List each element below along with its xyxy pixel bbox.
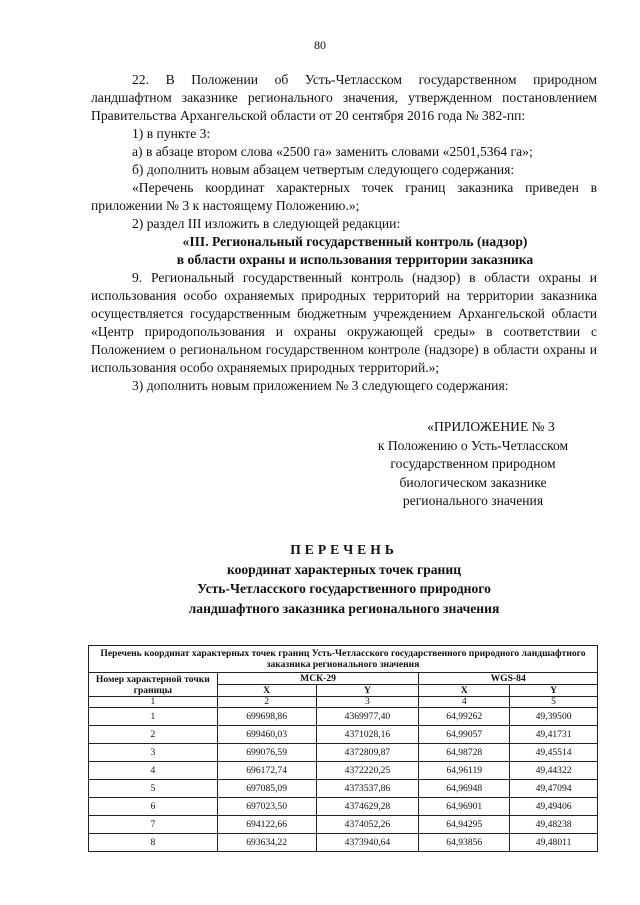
table-row [89,708,598,726]
msk-y: 4371028,16 [316,726,419,744]
wgs-y: 49,39500 [510,708,598,726]
wgs-x: 64,96948 [419,780,510,798]
column-group-wgs84: WGS-84 [419,673,598,685]
wgs-y: 49,45514 [510,744,598,762]
table-row [89,834,598,852]
column-header-y: Y [510,685,598,697]
msk-y: 4374052,26 [316,816,419,834]
paragraph-9: 9. Региональный государственный контроль (надзор) в области охраны и использования особо охраняемых природных территорий на территории заказника осуществляется государственным бюджетным учреждением Архангельской области «Центр природопользования и охраны окружающей среды» в соответствии с Положением о региональном государственном контроле (надзоре) в области охраны и использования особо охраняемых природных территорий.»; [91,270,597,375]
quote-paragraph: «Перечень координат характерных точек границ заказника приведен в приложении № 3 к настоящему Положению.»; [91,180,597,213]
table-body [89,708,598,852]
list-title: ПЕРЕЧЕНЬ [290,542,398,557]
list-heading [91,540,597,618]
item-1: 1) в пункте 3: [132,126,211,141]
appendix-line: государственном природном [390,456,556,471]
point-number: 7 [89,816,218,834]
column-header-point: Номер характерной точки границы [89,673,218,697]
table-caption: Перечень координат характерных точек границ Усть-Четласского государственного природного ландшафтного заказника регионального значения [89,646,598,673]
msk-x: 699460,03 [217,726,316,744]
msk-x: 697023,50 [217,798,316,816]
wgs-x: 64,99262 [419,708,510,726]
item-2: 2) раздел III изложить в следующей редакции: [132,216,401,231]
amendment-text [91,71,597,395]
wgs-y: 49,49406 [510,798,598,816]
appendix-line: к Положению о Усть-Четласском [377,437,569,453]
column-number: 5 [510,697,598,708]
section-heading-line1: «III. Региональный государственный контроль (надзор) [182,234,528,249]
point-number: 4 [89,762,218,780]
table-row [89,798,598,816]
point-number: 5 [89,780,218,798]
section-heading-line2: в области охраны и использования территории заказника [176,252,534,267]
table-row [89,780,598,798]
msk-x: 697085,09 [217,780,316,798]
column-group-msk29: МСК-29 [217,673,419,685]
item-a: а) в абзаце втором слова «2500 га» заменить словами «2501,5364 га»; [132,144,533,159]
msk-x: 699076,59 [217,744,316,762]
table-row [89,816,598,834]
table-row [89,762,598,780]
msk-y: 4369977,40 [316,708,419,726]
column-number: 1 [89,697,218,708]
msk-x: 699698,86 [217,708,316,726]
wgs-x: 64,99057 [419,726,510,744]
column-number: 4 [419,697,510,708]
wgs-x: 64,96119 [419,762,510,780]
msk-y: 4372809,87 [316,744,419,762]
msk-x: 694122,66 [217,816,316,834]
wgs-x: 64,96901 [419,798,510,816]
wgs-x: 64,94295 [419,816,510,834]
item-b: б) дополнить новым абзацем четвертым следующего содержания: [132,162,515,177]
point-number: 2 [89,726,218,744]
msk-y: 4374629,28 [316,798,419,816]
point-number: 1 [89,708,218,726]
appendix-header [330,418,616,511]
msk-y: 4372220,25 [316,762,419,780]
wgs-y: 49,48011 [510,834,598,852]
wgs-y: 49,47094 [510,780,598,798]
list-subtitle: координат характерных точек границ [226,561,462,577]
column-number: 3 [316,697,419,708]
appendix-title: «ПРИЛОЖЕНИЕ № 3 [427,419,555,434]
point-number: 6 [89,798,218,816]
column-header-y: Y [316,685,419,697]
list-subtitle: ландшафтного заказника регионального значения [188,600,500,616]
msk-y: 4373940,64 [316,834,419,852]
item-3: 3) дополнить новым приложением № 3 следующего содержания: [132,378,509,393]
column-number: 2 [217,697,316,708]
column-header-x: X [419,685,510,697]
wgs-x: 64,98728 [419,744,510,762]
wgs-x: 64,93856 [419,834,510,852]
column-header-x: X [217,685,316,697]
coordinates-table [88,645,598,852]
appendix-line: регионального значения [402,493,544,508]
msk-y: 4373537,86 [316,780,419,798]
wgs-y: 49,41731 [510,726,598,744]
point-number: 3 [89,744,218,762]
list-subtitle: Усть-Четласского государственного природного [197,581,491,596]
table-row [89,744,598,762]
table-row [89,726,598,744]
appendix-line: биологическом заказнике [399,474,547,490]
wgs-y: 49,44322 [510,762,598,780]
msk-x: 696172,74 [217,762,316,780]
wgs-y: 49,48238 [510,816,598,834]
page-number: 80 [314,38,326,52]
msk-x: 693634,22 [217,834,316,852]
paragraph-22: 22. В Положении об Усть-Четласском государственном природном ландшафтном заказнике регионального значения, утвержденном постановлением Правительства Архангельской области от 20 сентября 2016 года № 382-пп: [91,72,597,123]
point-number: 8 [89,834,218,852]
